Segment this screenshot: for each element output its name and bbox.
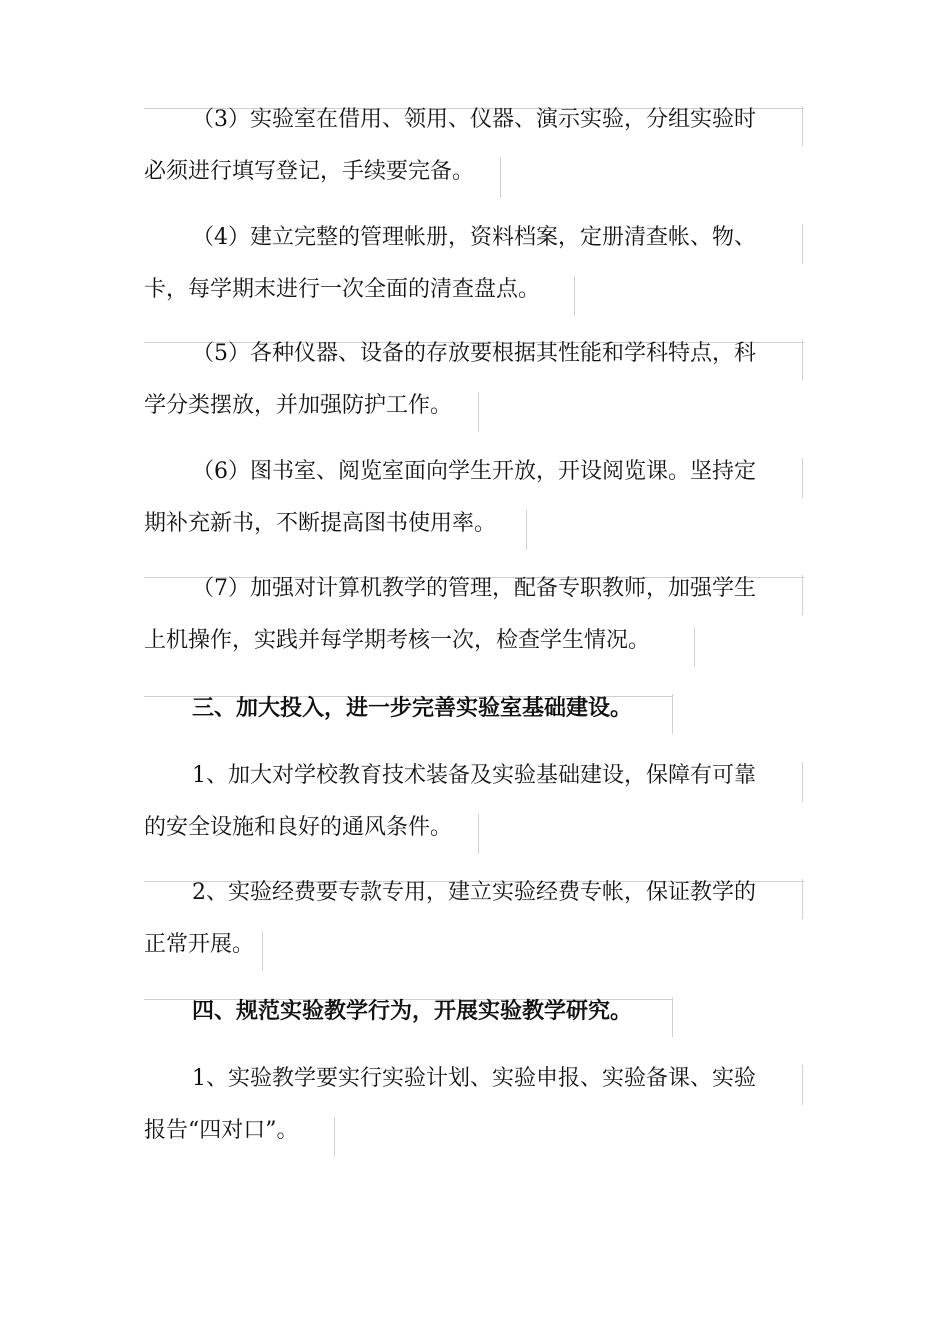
guide-line [478, 392, 479, 432]
paragraph-line: 学分类摆放，并加强防护工作。 [144, 393, 453, 418]
paragraph-line: 期补充新书，不断提高图书使用率。 [144, 511, 497, 536]
paragraph-item-5 [144, 328, 804, 432]
heading-line: 四、规范实验教学行为，开展实验教学研究。 [192, 998, 633, 1024]
paragraph-line: 上机操作，实践并每学期考核一次，检查学生情况。 [144, 628, 651, 653]
paragraph-line: 必须进行填写登记，手续要完备。 [144, 159, 475, 184]
paragraph-line: 报告“四对口”。 [144, 1118, 299, 1143]
heading-line: 三、加大投入，进一步完善实验室基础建设。 [192, 695, 633, 721]
paragraph-line: （5）各种仪器、设备的存放要根据其性能和学科特点，科 [192, 341, 756, 366]
paragraph-line: 的安全设施和良好的通风条件。 [144, 815, 453, 840]
paragraph-line: 正常开展。 [144, 932, 255, 957]
paragraph-line: （4）建立完整的管理帐册，资料档案，定册清查帐、物、 [192, 225, 756, 250]
paragraph-item-3 [144, 94, 804, 198]
guide-line [694, 627, 695, 667]
guide-line [334, 1117, 335, 1157]
section-heading-4 [144, 985, 804, 1037]
guide-line [478, 814, 479, 854]
paragraph-item-3-2 [144, 867, 804, 971]
paragraph-line: （7）加强对计算机教学的管理，配备专职教师，加强学生 [192, 576, 756, 601]
paragraph-line: 2、实验经费要专款专用，建立实验经费专帐，保证教学的 [192, 880, 756, 905]
paragraph-item-7 [144, 563, 804, 667]
paragraph-line: 1、实验教学要实行实验计划、实验申报、实验备课、实验 [192, 1066, 756, 1091]
paragraph-item-6 [144, 446, 804, 550]
paragraph-line: （3）实验室在借用、领用、仪器、演示实验，分组实验时 [192, 107, 756, 132]
guide-line [574, 276, 575, 316]
paragraph-line: 1、加大对学校教育技术装备及实验基础建设，保障有可靠 [192, 763, 756, 788]
paragraph-line: 卡，每学期末进行一次全面的清查盘点。 [144, 277, 541, 302]
guide-line [262, 931, 263, 971]
paragraph-item-4-1 [144, 1053, 804, 1157]
guide-line [500, 158, 501, 198]
section-heading-3 [144, 682, 804, 734]
guide-line [526, 510, 527, 550]
paragraph-item-3-1 [144, 750, 804, 854]
paragraph-line: （6）图书室、阅览室面向学生开放，开设阅览课。坚持定 [192, 459, 756, 484]
paragraph-item-4 [144, 212, 804, 316]
